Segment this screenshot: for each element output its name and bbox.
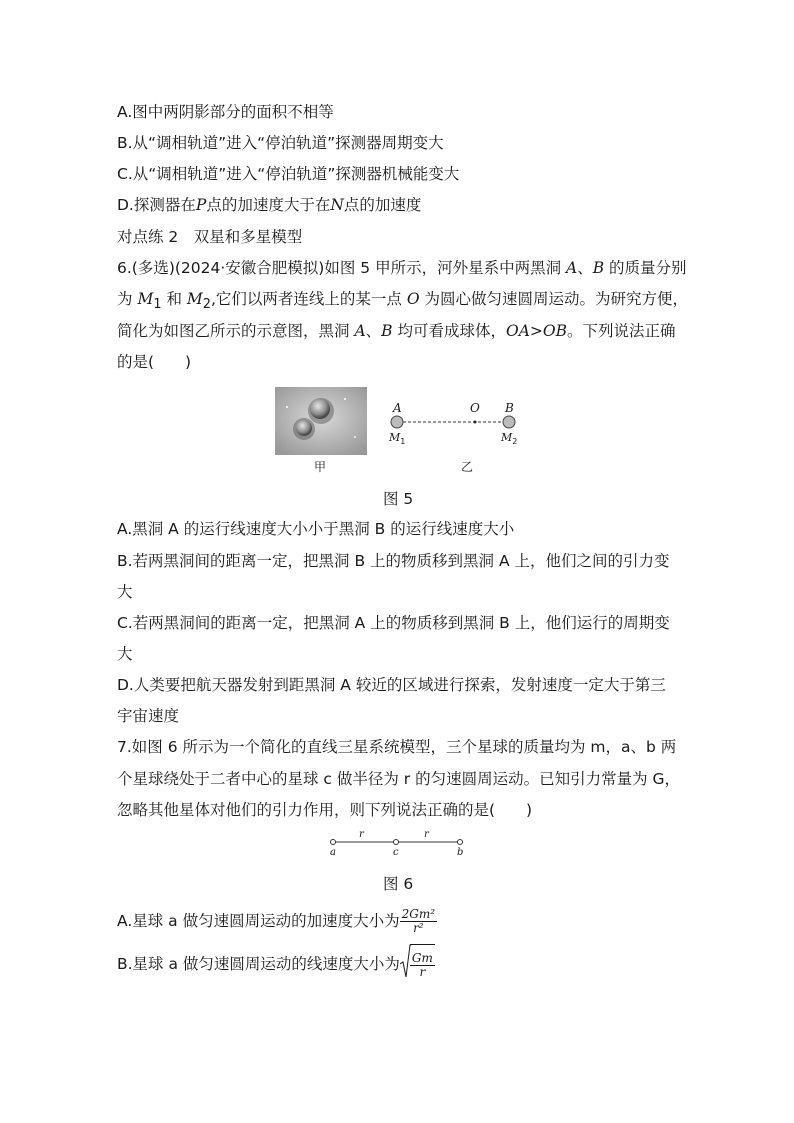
q7-option-b: B.星球 a 做匀速圆周运动的线速度大小为 $\frac{Gm}{r}$ — [117, 944, 435, 984]
q7-stem-line1: 7.如图 6 所示为一个简化的直线三星系统模型，三个星球的质量均为 m，a、b 两 — [117, 738, 677, 756]
figure-5-label-o: O — [470, 401, 480, 415]
star-c-dot — [394, 840, 399, 845]
q7-stem-line2: 个星球绕处于二者中心的星球 c 做半径为 r 的匀速圆周运动。已知引力常量为 G， — [117, 770, 681, 788]
center-o-dot — [474, 421, 477, 424]
section-title: 对点练 2 双星和多星模型 — [117, 228, 303, 246]
star-b-dot — [458, 840, 463, 845]
q7-option-a: A.星球 a 做匀速圆周运动的加速度大小为 $\frac{\text{2Gm²}}{\text{r²}}$ — [117, 907, 436, 935]
q6-option-a: A.黑洞 A 的运行线速度大小小于黑洞 B 的运行线速度大小 — [117, 520, 515, 538]
figure-6-label-b: b — [457, 847, 464, 858]
q6-option-c-line1: C.若两黑洞间的距离一定，把黑洞 A 上的物质移到黑洞 B 上，他们运行的周期变 — [117, 614, 670, 632]
q6-option-d-line2: 宇宙速度 — [117, 707, 180, 725]
black-hole-a-dot — [391, 416, 403, 428]
q6-option-b-line2: 大 — [117, 583, 133, 601]
q5-option-c: C.从“调相轨道”进入“停泊轨道”探测器机械能变大 — [117, 165, 460, 183]
figure-5-caption: 图 5 — [383, 490, 414, 508]
figure-5-label-a: A — [393, 401, 402, 415]
q6-stem-line2: 为 $M_1$ 和 $M_2$,它们以两者连线上的某一点 O 为圆心做匀速圆周运动。为研究方便， — [117, 290, 688, 313]
figure-6-caption: 图 6 — [383, 875, 414, 893]
q5-option-b: B.从“调相轨道”进入“停泊轨道”探测器周期变大 — [117, 134, 444, 152]
black-hole-photo-image — [275, 387, 367, 455]
q6-stem-line4: 的是( ) — [117, 353, 192, 371]
black-hole-b-dot — [503, 416, 515, 428]
q5-option-a: A.图中两阴影部分的面积不相等 — [117, 103, 334, 121]
figure-6-label-c: c — [393, 847, 399, 858]
q5-option-d: D.探测器在P点的加速度大于在N点的加速度 — [117, 196, 422, 214]
figure-6-label-r1: r — [359, 829, 364, 840]
figure-5-label-yi: 乙 — [461, 460, 474, 474]
figure-5-label-b: B — [505, 401, 514, 415]
q6-option-d-line1: D.人类要把航天器发射到距黑洞 A 较近的区域进行探索，发射速度一定大于第三 — [117, 676, 666, 694]
figure-5-photo — [275, 387, 367, 455]
figure-6-label-a: a — [330, 847, 336, 858]
velocity-sqrt: $\frac{Gm}{r}$ — [400, 944, 435, 985]
acceleration-fraction: $\frac{\text{2Gm²}}{\text{r²}}$ — [401, 907, 436, 935]
q6-stem-line1: 6.(多选)(2024·安徽合肥模拟)如图 5 甲所示，河外星系中两黑洞 A、B 的质量分别 — [117, 259, 687, 277]
figure-5-label-m2: $M_2$ — [501, 431, 518, 447]
figure-5-label-m1: $M_1$ — [389, 431, 406, 447]
figure-6-label-r2: r — [424, 829, 429, 840]
figure-5-label-jia: 甲 — [314, 460, 327, 474]
q6-stem-line3: 简化为如图乙所示的示意图，黑洞 A、B 均可看成球体，OA>OB。下列说法正确 — [117, 322, 676, 340]
q7-stem-line3: 忽略其他星体对他们的引力作用，则下列说法正确的是( ) — [117, 801, 533, 819]
q6-option-b-line1: B.若两黑洞间的距离一定，把黑洞 B 上的物质移到黑洞 A 上，他们之间的引力变 — [117, 552, 670, 570]
q6-option-c-line2: 大 — [117, 645, 133, 663]
star-a-dot — [331, 840, 336, 845]
